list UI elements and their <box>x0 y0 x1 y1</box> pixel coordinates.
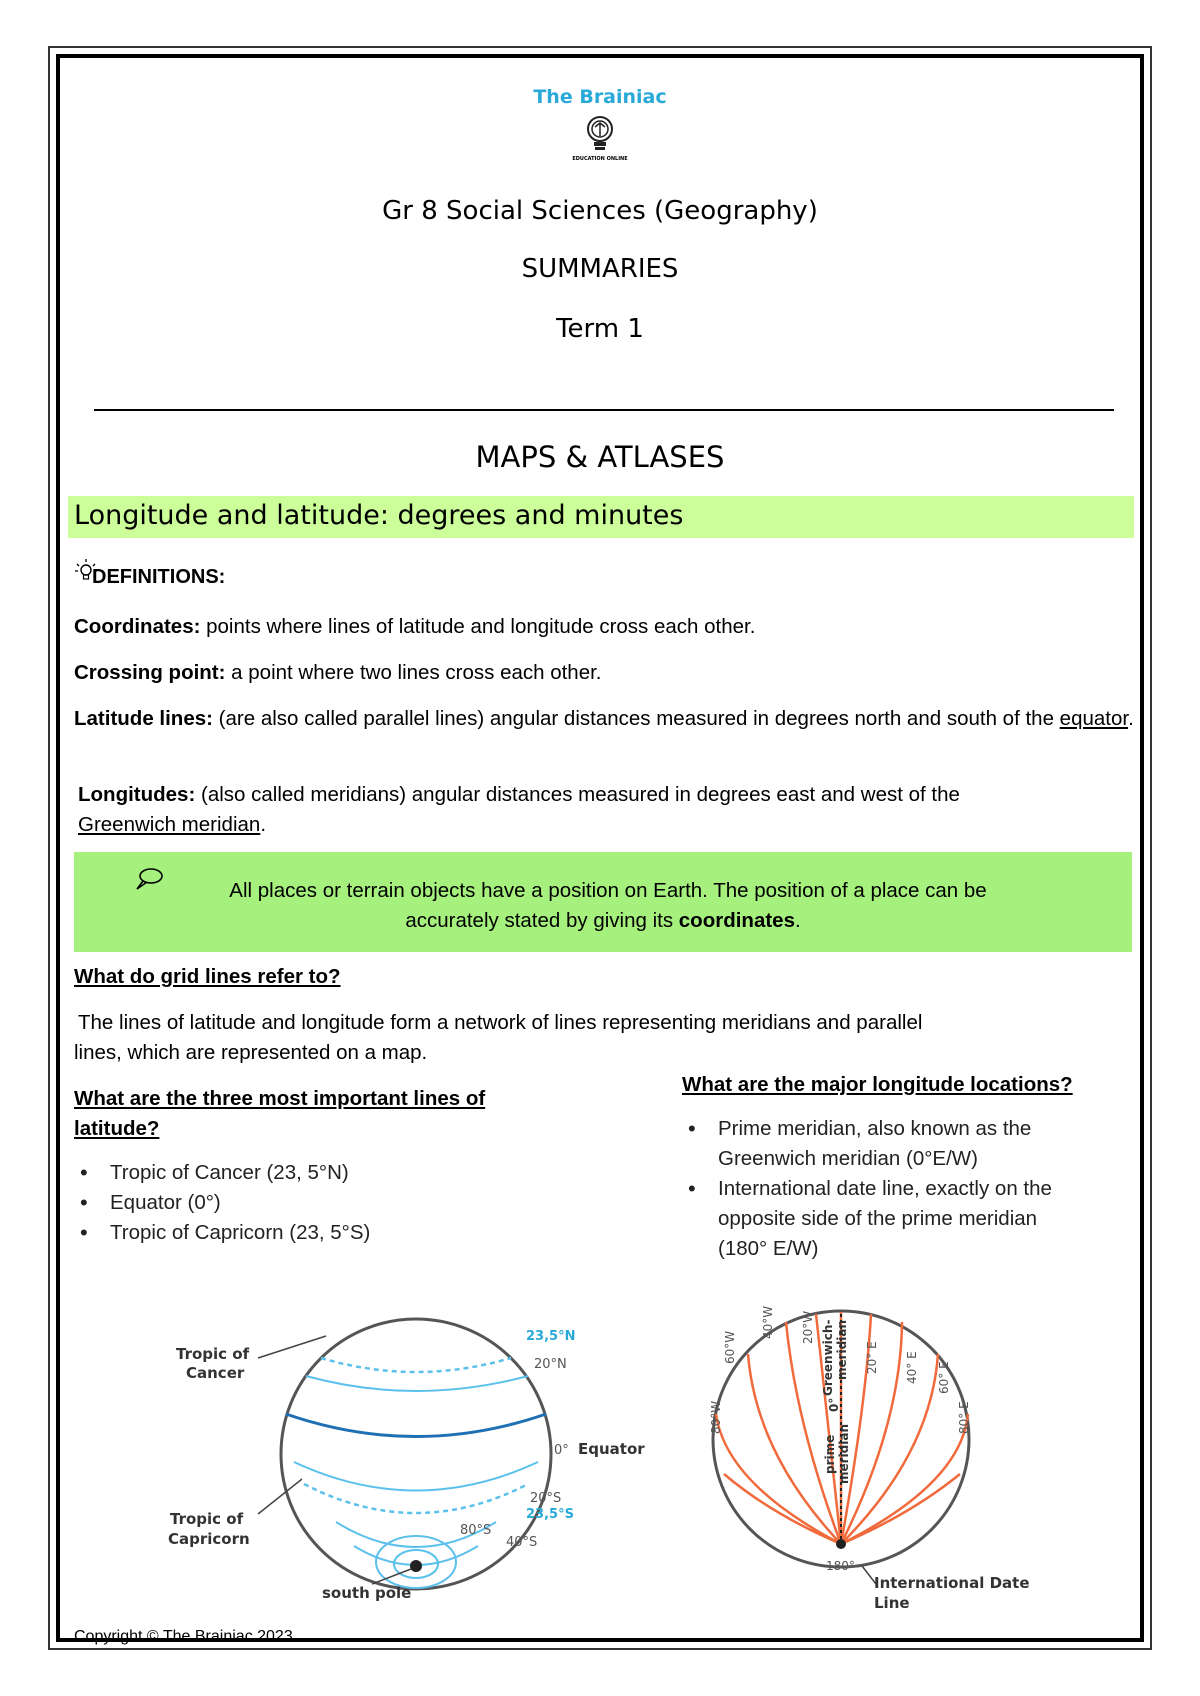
equator-term: equator <box>1059 707 1129 730</box>
label-180: 180° <box>826 1559 855 1573</box>
def-text: (are also called parallel lines) angular distances measured in degrees north and south of the <box>212 707 1060 730</box>
longitude-diagram <box>676 1284 1030 1614</box>
label-prime-1: prime <box>823 1434 837 1474</box>
label-20n: 20°N <box>534 1357 567 1372</box>
label-60e: 60° E <box>937 1361 951 1394</box>
section-heading: MAPS & ATLASES <box>475 440 725 474</box>
label-tropic-cancer-2: Cancer <box>186 1364 245 1382</box>
def-term: Longitudes: <box>78 783 196 806</box>
def-term: Coordinates: <box>74 615 201 638</box>
label-23-5s: 23,5°S <box>526 1507 574 1522</box>
label-tropic-capricorn-1: Tropic of <box>170 1510 244 1528</box>
list-item: • Prime meridian, also known as the Greenwich meridian (0°E/W) <box>682 1114 1142 1174</box>
label-40e: 40° E <box>905 1351 919 1384</box>
copyright: Copyright © The Brainiac 2023 <box>74 1628 293 1645</box>
list-item: • Equator (0°) <box>74 1188 594 1218</box>
logo-text: EDUCATION ONLINE <box>572 156 628 162</box>
latitude-diagram <box>168 1284 646 1614</box>
def-text: a point where two lines cross each other. <box>225 661 602 684</box>
def-text: points where lines of latitude and longitude cross each other. <box>200 615 756 638</box>
topic-title: Longitude and latitude: degrees and minutes <box>74 500 684 531</box>
list-item: • Tropic of Capricorn (23, 5°S) <box>74 1218 594 1248</box>
def-crossing-point <box>74 658 1134 688</box>
longitude-block <box>682 1070 1142 1264</box>
list-item: • Tropic of Cancer (23, 5°N) <box>74 1158 594 1188</box>
grid-answer: The lines of latitude and longitude form a network of lines representing meridians and parallel lines, which are represented on a map. <box>74 1011 923 1064</box>
label-40w: 40°W <box>761 1305 775 1339</box>
label-tropic-capricorn-2: Capricorn <box>168 1530 250 1548</box>
label-greenwich-1: Greenwich- <box>821 1319 835 1396</box>
latitude-list <box>74 1158 594 1248</box>
latitude-block <box>74 1084 594 1248</box>
brand-name: The Brainiac <box>533 86 667 108</box>
title-divider <box>94 409 1114 411</box>
list-item: • International date line, exactly on the opposite side of the prime meridian (180° E/W) <box>682 1174 1142 1264</box>
def-coordinates <box>74 612 1134 642</box>
label-0-deg: 0° <box>827 1397 841 1412</box>
label-greenwich-2: meridian <box>835 1319 849 1380</box>
latitude-question: What are the three most important lines of latitude? <box>74 1087 486 1140</box>
document-subtitle: SUMMARIES <box>521 254 679 284</box>
label-0: 0° <box>554 1443 569 1458</box>
def-term: Latitude lines: <box>74 707 213 730</box>
label-80s: 80°S <box>460 1523 492 1538</box>
def-term: Crossing point: <box>74 661 226 684</box>
callout-bold-term: coordinates <box>678 909 795 932</box>
label-23-5n: 23,5°N <box>526 1329 576 1344</box>
def-longitude: Longitudes: (also called meridians) angular distances measured in degrees east and west of the Greenwich meridian. <box>78 783 960 836</box>
label-20w: 20°W <box>801 1310 815 1344</box>
document-term: Term 1 <box>556 314 644 344</box>
longitude-list <box>682 1114 1142 1264</box>
definitions-heading: DEFINITIONS: <box>92 566 226 588</box>
longitude-question: What are the major longitude locations? <box>682 1073 1073 1096</box>
label-equator: Equator <box>578 1440 645 1458</box>
label-tropic-cancer-1: Tropic of <box>176 1345 250 1363</box>
label-prime-2: meridian <box>837 1423 851 1484</box>
label-south-pole: south pole <box>322 1584 412 1602</box>
label-20e: 20° E <box>865 1341 879 1374</box>
lightbulb-logo-icon <box>572 112 628 172</box>
grid-question: What do grid lines refer to? <box>74 965 341 988</box>
def-text: (also called meridians) angular distances measured in degrees east and west of the <box>195 783 960 806</box>
label-idl-2: Line <box>874 1594 910 1612</box>
label-idl-1: International Date <box>874 1574 1030 1592</box>
label-40s: 40°S <box>506 1535 538 1550</box>
label-80w: 80°W <box>709 1400 723 1434</box>
label-60w: 60°W <box>723 1330 737 1364</box>
def-latitude: Latitude lines: (are also called parallel lines) angular distances measured in degrees north and south of the equator. <box>74 707 1134 730</box>
callout-text: All places or terrain objects have a position on Earth. The position of a place can be accurately stated by giving its coordinates. <box>229 879 987 932</box>
label-80e: 80° E <box>957 1401 971 1434</box>
document-title: Gr 8 Social Sciences (Geography) <box>382 196 818 226</box>
label-20s: 20°S <box>530 1491 562 1506</box>
greenwich-term: Greenwich meridian <box>78 813 261 836</box>
